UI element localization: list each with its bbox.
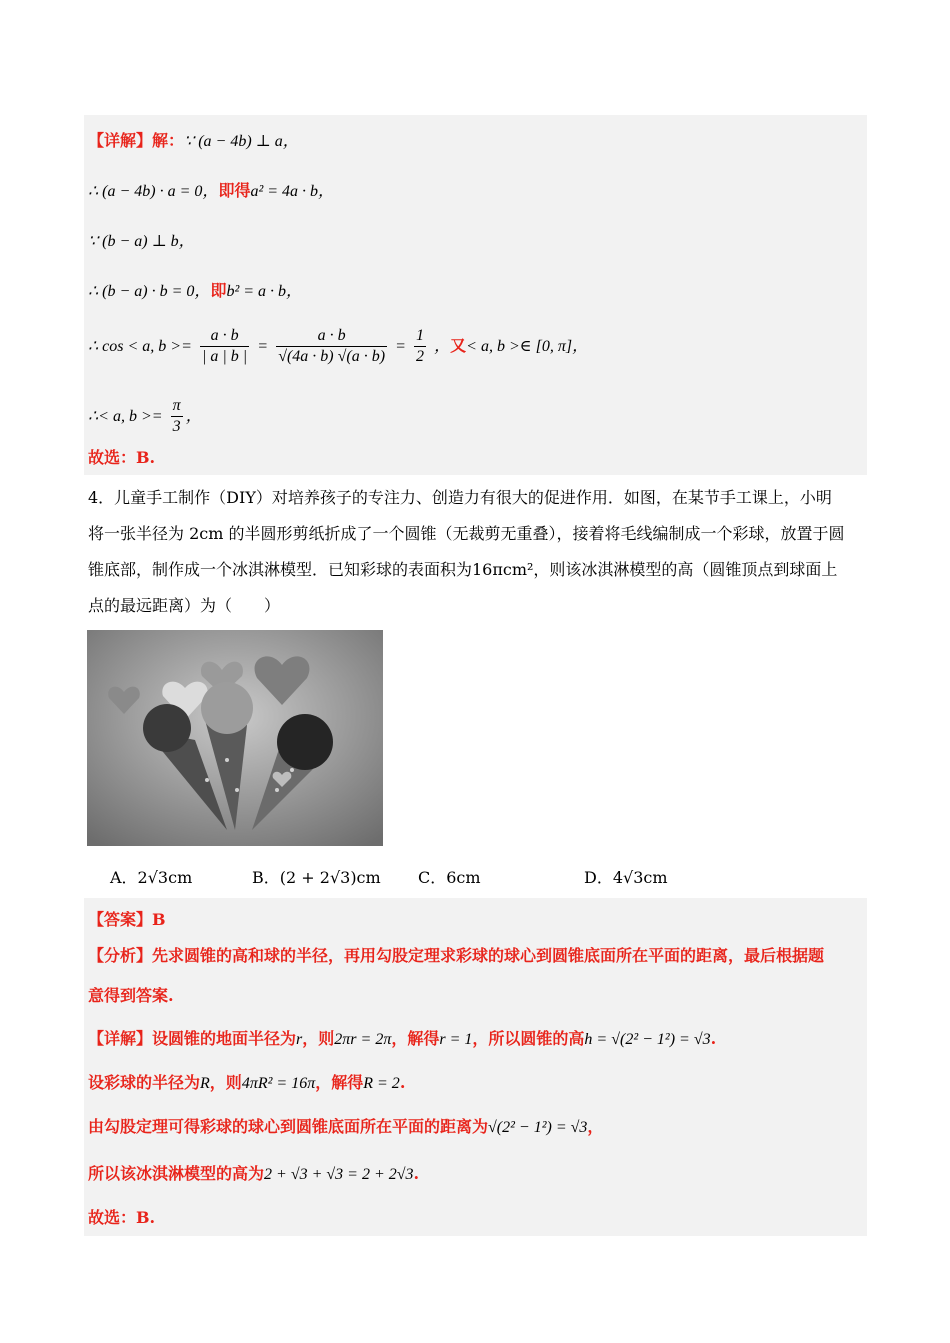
- answer-4-pick: 故选：B.: [88, 1208, 156, 1227]
- sol3-line-5: ∴ cos < a, b >= $\frac{a \cdot b}{| a | b |}$ = $\frac{a \cdot b}{√(4a \cdot b) √(a \cdot b)}$ = $\frac{1}{2}$ ，又< a, b >∈ [0, π]，: [88, 327, 589, 365]
- frac1-den: | a | b |: [202, 348, 248, 365]
- sol3-fraction-1: [200, 326, 249, 367]
- option-b: B．(2 + 2√3)cm: [252, 868, 381, 887]
- sol3-line-3: [88, 231, 195, 252]
- sol3-expr-4b: b² = a · b，: [226, 283, 303, 300]
- jie-label: 解：: [152, 131, 185, 150]
- sol3-fraction-2: [276, 326, 387, 367]
- sol3-expr-3: ∵ (b − a) ⊥ b，: [88, 233, 195, 250]
- sol3-angle-prefix: ∴< a, b >=: [88, 408, 163, 425]
- q4-line-3: 锥底部，制作成一个冰淇淋模型．已知彩球的表面积为16πcm²，则该冰淇淋模型的高（圆锥顶点到球面上: [88, 560, 838, 579]
- sol3-expr-4: ∴ (b − a) · b = 0，: [88, 283, 211, 300]
- analysis-line-2: 意得到答案.: [88, 986, 174, 1005]
- frac1-num: a · b: [200, 326, 249, 347]
- option-a: A．2√3cm: [110, 868, 193, 887]
- q4-line-1: 4．儿童手工制作（DIY）对培养孩子的专注力、创造力有很大的促进作用．如图，在某节手工课上，小明: [88, 488, 832, 507]
- sol3-red-2: 即得: [218, 181, 251, 200]
- answer-label: 【答案】B: [88, 910, 166, 929]
- sol3-expr-1: ∵ (a − 4b) ⊥ a，: [184, 133, 299, 150]
- sol3-pi-over-3: [171, 396, 183, 437]
- option-c: C．6cm: [418, 868, 481, 887]
- option-d: D．4√3cm: [584, 868, 668, 887]
- detail-label-4: 【详解】: [88, 1029, 153, 1048]
- pi-num: π: [171, 396, 183, 417]
- sol3-range: < a, b >∈ [0, π]，: [466, 338, 589, 355]
- analysis-line-1: 【分析】先求圆锥的高和球的半径，再用勾股定理求彩球的球心到圆锥底面所在平面的距离，最后根据题: [88, 946, 825, 965]
- q4-line-2: 将一张半径为 2cm 的半圆形剪纸折成了一个圆锥（无裁剪无重叠），接着将毛线编制成一个彩球，放置于圆: [88, 524, 845, 543]
- detail-line-3: 由勾股定理可得彩球的球心到圆锥底面所在平面的距离为√(2² − 1²) = √3，: [88, 1117, 604, 1136]
- sol3-red-4: 即: [210, 281, 227, 300]
- sol3-fraction-3: [414, 326, 426, 367]
- frac3-den: 2: [416, 348, 425, 365]
- detail-line-2: 设彩球的半径为R，则4πR² = 16π，解得R = 2.: [88, 1073, 406, 1092]
- frac2-den: √(4a · b) √(a · b): [278, 348, 386, 365]
- pi-den: 3: [172, 418, 181, 435]
- sol3-line-2: [88, 181, 334, 202]
- frac2-num: a · b: [276, 326, 387, 347]
- q4-line-4: 点的最远距离）为（ ）: [88, 596, 281, 615]
- sol3-equals: =: [257, 338, 269, 355]
- detail-line-1: 【详解】设圆锥的地面半径为r，则2πr = 2π，解得r = 1，所以圆锥的高h = √(2² − 1²) = √3.: [88, 1029, 717, 1048]
- ice-cream-photo: [87, 630, 383, 846]
- sol3-cos-prefix: ∴ cos < a, b >=: [88, 338, 192, 355]
- sol3-expr-2b: a² = 4a · b，: [250, 183, 335, 200]
- detail-label: 【详解】: [88, 131, 153, 150]
- sol3-line-4: [88, 281, 302, 302]
- sol3-red-5: 又: [450, 336, 467, 355]
- detail-line-4: 所以该冰淇淋模型的高为2 + √3 + √3 = 2 + 2√3.: [88, 1164, 420, 1183]
- sol3-line-1: [88, 131, 299, 152]
- sol3-line-6: ∴< a, b >= $\frac{\pi}{3}$ ，: [88, 397, 202, 435]
- frac3-num: 1: [414, 326, 426, 347]
- question-4-text: [88, 480, 868, 624]
- sol3-expr-2: ∴ (a − 4b) · a = 0，: [88, 183, 219, 200]
- sol3-pick: 故选：B.: [88, 448, 156, 467]
